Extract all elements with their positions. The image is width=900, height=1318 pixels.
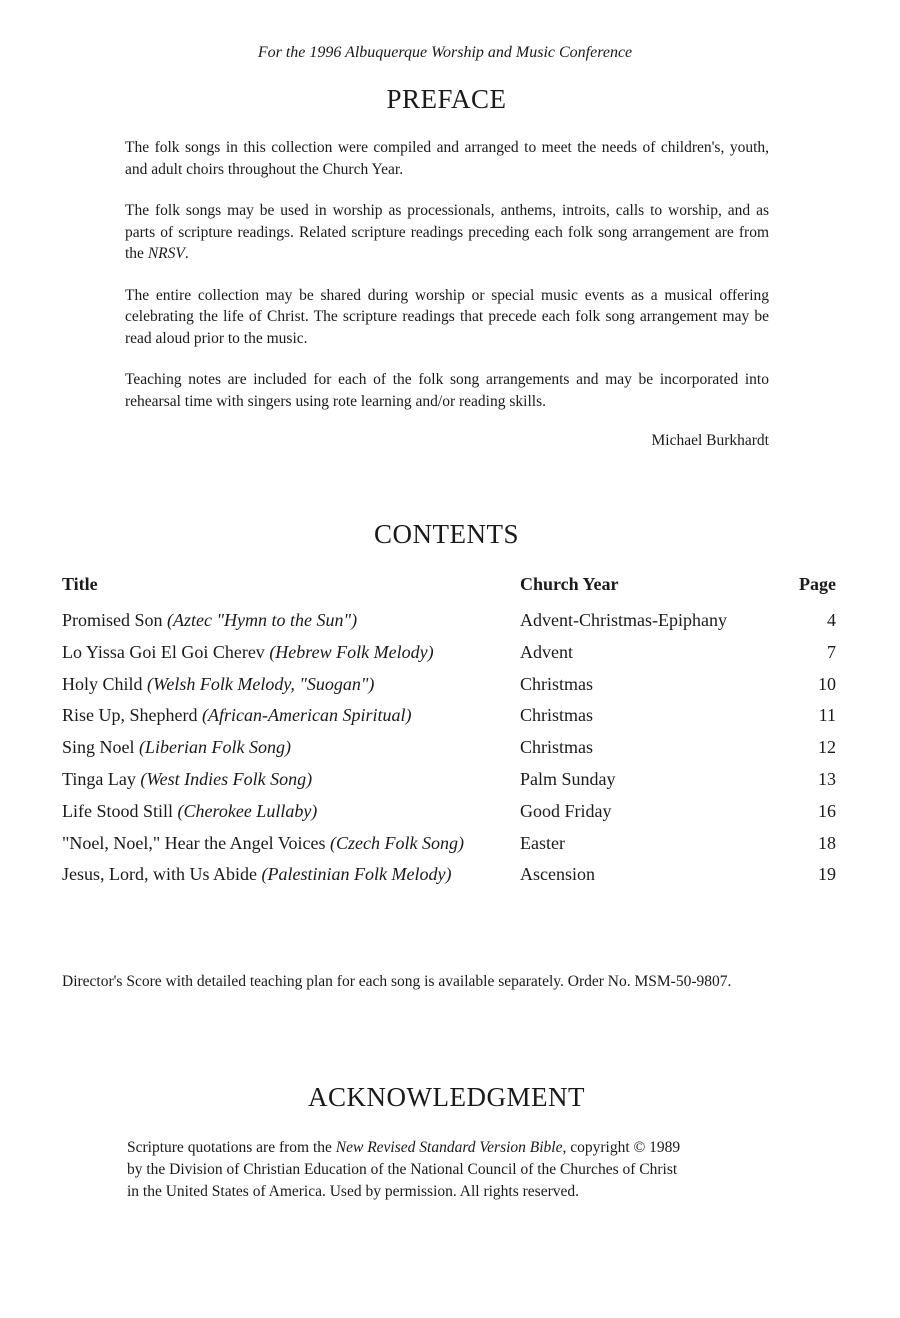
song-title-text: Tinga Lay [62,768,141,789]
song-title-text: Jesus, Lord, with Us Abide [62,864,262,885]
contents-row [62,638,836,670]
church-year: Advent [520,641,573,662]
song-origin: (Welsh Folk Melody, "Suogan") [147,673,375,694]
song-title [62,860,451,888]
preface-paragraph: The folk songs in this collection were compiled and arranged to meet the needs of children's, youth, and adult choirs throughout the Church Year. [125,139,769,178]
acknowledgment-heading: ACKNOWLEDGMENT [308,1082,585,1112]
contents-row [62,765,836,797]
acknowledgment-line: by the Division of Christian Education of the National Council of the Churches of Christ [127,1161,678,1178]
page-number: 7 [827,641,836,662]
church-year: Easter [520,832,565,853]
song-title [62,733,291,761]
contents-row [62,860,836,892]
song-title-text: "Noel, Noel," Hear the Angel Voices [62,832,330,853]
song-title [62,797,317,825]
church-year: Christmas [520,673,594,694]
church-year: Ascension [520,864,595,885]
song-title-text: Lo Yissa Goi El Goi Cherev [62,641,270,662]
page-number: 12 [818,737,836,758]
contents-row [62,701,836,733]
contents-heading: CONTENTS [374,519,519,549]
column-header-church-year: Church Year [520,574,619,594]
preface-paragraph: Teaching notes are included for each of the folk song arrangements and may be incorporated into rehearsal time with singers using rote learning and/or reading skills. [125,371,769,410]
song-title-text: Rise Up, Shepherd [62,705,202,726]
page-number: 16 [818,800,836,821]
page-number: 19 [818,864,836,885]
song-origin: (Liberian Folk Song) [139,737,291,758]
song-title-text: Holy Child [62,673,148,694]
church-year: Christmas [520,737,594,758]
director-score-note: Director's Score with detailed teaching plan for each song is available separately. Order No. MSM-50-9807. [62,973,732,990]
song-origin: (Hebrew Folk Melody) [269,641,434,662]
page-number: 4 [827,610,836,630]
nrsv-citation: NRSV [147,245,185,262]
church-year: Christmas [520,705,594,726]
contents-row [62,797,836,829]
preface-punctuation: . [184,245,189,262]
song-title [62,829,464,857]
contents-row [62,670,836,702]
acknowledgment-text: , copyright © 1989 [562,1139,681,1156]
preface-paragraph [125,200,769,265]
song-origin: (Czech Folk Song) [329,832,464,853]
contents-header-row [62,570,836,606]
song-title-text: Sing Noel [62,737,140,758]
song-origin: (Cherokee Lullaby) [177,800,318,821]
song-title [62,670,374,698]
acknowledgment-body [127,1137,777,1203]
preface-heading: PREFACE [386,84,507,114]
song-origin: (African-American Spiritual) [201,705,412,726]
church-year: Palm Sunday [520,768,616,789]
page-number: 13 [818,768,836,789]
page-number: 18 [818,832,836,853]
column-header-title: Title [62,574,98,594]
acknowledgment-line [127,1137,777,1159]
song-origin: (Palestinian Folk Melody) [261,864,452,885]
bible-title: New Revised Standard Version Bible [335,1139,563,1156]
church-year: Advent-Christmas-Epiphany [520,610,727,630]
song-title [62,765,312,793]
acknowledgment-line: in the United States of America. Used by permission. All rights reserved. [127,1183,579,1200]
page-number: 11 [818,705,836,726]
page-number: 10 [818,673,836,694]
preface-paragraph: The entire collection may be shared during worship or special music events as a musical offering celebrating the life of Christ. The scripture readings that precede each folk song arrangement may be read aloud prior to the music. [125,286,769,347]
contents-row [62,733,836,765]
contents-table [62,570,836,892]
song-origin: (Aztec "Hymn to the Sun") [167,610,358,630]
song-title [62,701,411,729]
acknowledgment-text: Scripture quotations are from the [127,1139,336,1156]
song-title [62,606,357,634]
church-year: Good Friday [520,800,612,821]
song-title-text: Promised Son [62,610,168,630]
preface-paragraph-text: The folk songs may be used in worship as processionals, anthems, introits, calls to worship, and as parts of scripture readings. Related scripture readings preceding each folk song arrangement are from the [125,202,769,262]
contents-row [62,606,836,638]
song-origin: (West Indies Folk Song) [140,768,313,789]
contents-row [62,829,836,861]
preface-body [125,137,769,452]
song-title-text: Life Stood Still [62,800,178,821]
conference-note: For the 1996 Albuquerque Worship and Music Conference [257,44,633,61]
column-header-page: Page [799,574,836,594]
author-signature: Michael Burkhardt [651,432,769,449]
song-title [62,638,434,666]
